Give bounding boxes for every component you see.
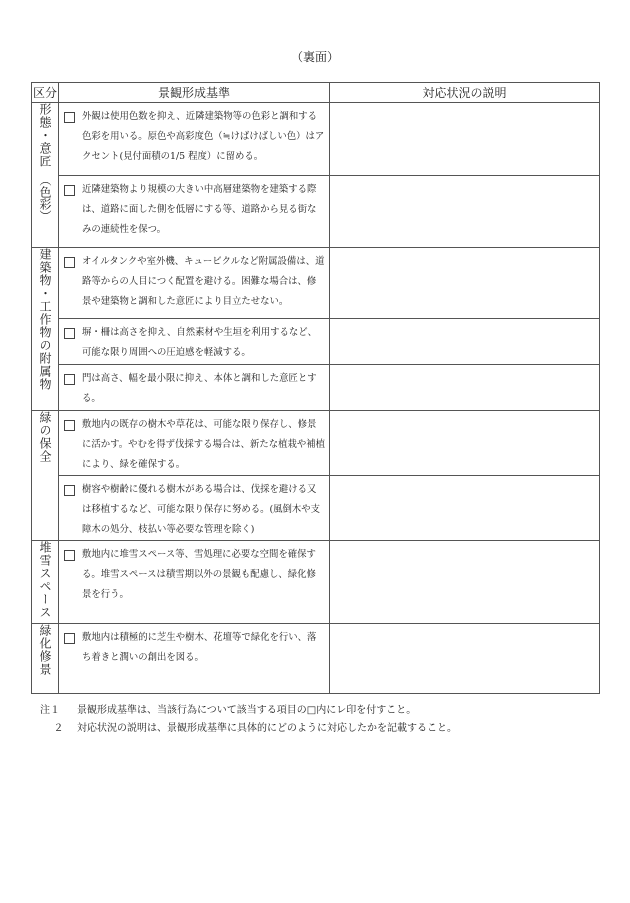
criteria-checkbox[interactable] xyxy=(64,185,75,196)
criteria-cell xyxy=(59,541,330,624)
category-cell xyxy=(32,624,59,694)
response-cell[interactable] xyxy=(330,541,600,624)
criteria-cell xyxy=(59,476,330,541)
criteria-text: 門は高さ、幅を最小限に抑え、本体と調和した意匠とする。 xyxy=(82,373,317,404)
response-cell[interactable] xyxy=(330,411,600,476)
table-row xyxy=(32,476,600,541)
criteria-text: 敷地内に堆雪スペース等、雪処理に必要な空間を確保する。堆雪スペースは積雪期以外の景観も配慮し、緑化修景を行う。 xyxy=(82,549,316,600)
category-label: 緑の保全 xyxy=(38,411,52,463)
criteria-text: 塀・柵は高さを抑え、自然素材や生垣を利用するなど、可能な限り周囲への圧迫感を軽減する。 xyxy=(82,327,317,358)
table-row xyxy=(32,248,600,319)
response-cell[interactable] xyxy=(330,624,600,694)
category-sublabel: （色彩） xyxy=(38,174,52,222)
criteria-checkbox[interactable] xyxy=(64,485,75,496)
response-cell[interactable] xyxy=(330,176,600,248)
response-cell[interactable] xyxy=(330,319,600,365)
category-label: 堆雪スペース xyxy=(38,541,52,619)
category-cell xyxy=(32,248,59,411)
table-row xyxy=(32,541,600,624)
table-header-row xyxy=(32,83,600,103)
criteria-cell xyxy=(59,103,330,176)
criteria-text: 敷地内は積極的に芝生や樹木、花壇等で緑化を行い、落ち着きと潤いの創出を図る。 xyxy=(82,632,317,663)
criteria-text: 近隣建築物より規模の大きい中高層建築物を建築する際は、道路に面した側を低層にする等、道路から見る街なみの連続性を保つ。 xyxy=(82,184,317,235)
criteria-checkbox[interactable] xyxy=(64,374,75,385)
criteria-table xyxy=(31,82,600,694)
response-cell[interactable] xyxy=(330,365,600,411)
criteria-text: オイルタンクや室外機、キュービクルなど附属設備は、道路等からの人目につく配置を避ける。困難な場合は、修景や建築物と調和した意匠により目立たせない。 xyxy=(82,256,325,307)
criteria-cell xyxy=(59,411,330,476)
table-row xyxy=(32,103,600,176)
response-cell[interactable] xyxy=(330,103,600,176)
criteria-text: 敷地内の既存の樹木や草花は、可能な限り保存し、修景に活かす。やむを得ず伐採する場合は、新たな植栽や補植により、緑を確保する。 xyxy=(82,419,326,470)
header-criteria: 景観形成基準 xyxy=(59,83,330,103)
note-item xyxy=(40,720,457,738)
table-row xyxy=(32,176,600,248)
criteria-checkbox[interactable] xyxy=(64,328,75,339)
criteria-cell xyxy=(59,176,330,248)
table-row xyxy=(32,365,600,411)
table-row xyxy=(32,319,600,365)
notes xyxy=(40,702,457,738)
response-cell[interactable] xyxy=(330,248,600,319)
criteria-checkbox[interactable] xyxy=(64,420,75,431)
note-text: 景観形成基準は、当該行為について該当する項目の□内にレ印を付すこと。 xyxy=(77,705,417,716)
category-cell xyxy=(32,411,59,541)
criteria-checkbox[interactable] xyxy=(64,257,75,268)
criteria-checkbox[interactable] xyxy=(64,550,75,561)
header-response: 対応状況の説明 xyxy=(330,83,600,103)
header-category: 区分 xyxy=(32,83,59,103)
criteria-checkbox[interactable] xyxy=(64,633,75,644)
note-text: 対応状況の説明は、景観形成基準に具体的にどのように対応したかを記載すること。 xyxy=(77,723,457,734)
note-item xyxy=(40,702,457,720)
category-label: 建築物・工作物の附属物 xyxy=(38,248,52,391)
category-label: 形態・意匠 xyxy=(38,103,52,168)
criteria-text: 外観は使用色数を抑え、近隣建築物等の色彩と調和する色彩を用いる。原色や高彩度色（≒けばけばしい色）はアクセント(見付面積の1/5 程度）に留める。 xyxy=(82,111,325,162)
note-number: ２ xyxy=(53,723,64,734)
table-row xyxy=(32,624,600,694)
criteria-text: 樹容や樹齢に優れる樹木がある場合は、伐採を避ける又は移植するなど、可能な限り保存に努める。(風倒木や支障木の処分、枝払い等必要な管理を除く) xyxy=(82,484,321,535)
criteria-cell xyxy=(59,319,330,365)
criteria-cell xyxy=(59,624,330,694)
category-cell xyxy=(32,541,59,624)
category-cell xyxy=(32,103,59,248)
table-row xyxy=(32,411,600,476)
criteria-cell xyxy=(59,365,330,411)
category-label: 緑化修景 xyxy=(38,624,52,676)
response-cell[interactable] xyxy=(330,476,600,541)
page-title: （裏面） xyxy=(290,50,339,64)
note-number: 注１ xyxy=(40,705,60,716)
criteria-cell xyxy=(59,248,330,319)
criteria-checkbox[interactable] xyxy=(64,112,75,123)
